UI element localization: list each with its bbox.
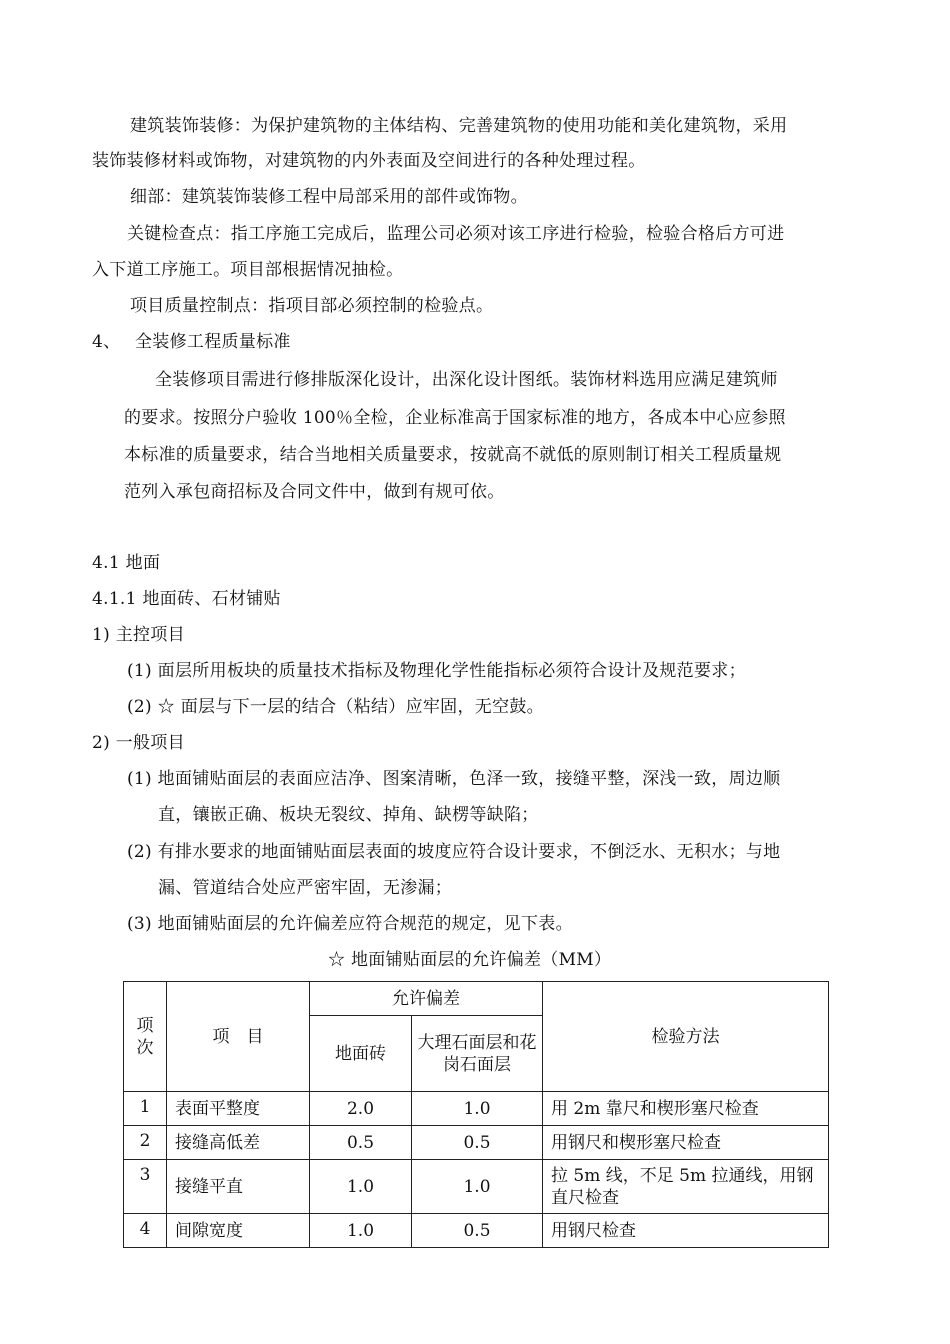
general-item-1-line1: (1) 地面铺贴面层的表面应洁净、图案清晰，色泽一致，接缝平整，深浅一致，周边顺 xyxy=(127,769,781,789)
row-stone-value: 1.0 xyxy=(412,1160,543,1214)
row-item: 接缝平直 xyxy=(167,1160,310,1214)
row-number: 1 xyxy=(124,1092,167,1126)
row-tile-value: 0.5 xyxy=(310,1126,412,1160)
row-stone-value: 1.0 xyxy=(412,1092,543,1126)
section-4-1-1-heading: 4.1.1 地面砖、石材铺贴 xyxy=(92,589,281,609)
row-number: 4 xyxy=(124,1214,167,1248)
definition-key-checkpoint-line1: 关键检查点：指工序施工完成后，监理公司必须对该工序进行检验，检验合格后方可进 xyxy=(127,224,785,244)
section-4-body-line2: 的要求。按照分户验收 100％全检，企业标准高于国家标准的地方，各成本中心应参照 xyxy=(124,408,786,428)
header-floor-tile: 地面砖 xyxy=(310,1016,412,1092)
header-index xyxy=(124,982,167,1092)
row-method: 用 2m 靠尺和楔形塞尺检查 xyxy=(543,1092,829,1126)
section-4-number: 4、 xyxy=(92,332,121,352)
main-items-heading: 1) 主控项目 xyxy=(92,625,185,645)
row-stone-value: 0.5 xyxy=(412,1214,543,1248)
row-tile-value: 2.0 xyxy=(310,1092,412,1126)
definition-building-decoration-line1: 建筑装饰装修：为保护建筑物的主体结构、完善建筑物的使用功能和美化建筑物，采用 xyxy=(130,116,788,136)
section-4-body-line4: 范列入承包商招标及合同文件中，做到有规可依。 xyxy=(124,482,505,502)
header-allowed-deviation: 允许偏差 xyxy=(310,982,543,1016)
row-item: 接缝高低差 xyxy=(167,1126,310,1160)
main-item-1: (1) 面层所用板块的质量技术指标及物理化学性能指标必须符合设计及规范要求； xyxy=(127,661,746,681)
main-item-2: (2) ☆ 面层与下一层的结合（粘结）应牢固，无空鼓。 xyxy=(127,697,544,717)
definition-detail: 细部：建筑装饰装修工程中局部采用的部件或饰物。 xyxy=(130,187,528,207)
table-caption: ☆ 地面铺贴面层的允许偏差（MM） xyxy=(328,950,612,970)
allowed-deviation-table xyxy=(123,981,829,1248)
row-method: 拉 5m 线，不足 5m 拉通线，用钢直尺检查 xyxy=(543,1160,829,1214)
section-4-title: 全装修工程质量标准 xyxy=(135,332,291,352)
section-4-body-line3: 本标准的质量要求，结合当地相关质量要求，按就高不就低的原则制订相关工程质量规 xyxy=(124,445,782,465)
row-method: 用钢尺和楔形塞尺检查 xyxy=(543,1126,829,1160)
row-stone-value: 0.5 xyxy=(412,1126,543,1160)
row-method: 用钢尺检查 xyxy=(543,1214,829,1248)
header-inspection-method: 检验方法 xyxy=(543,982,829,1092)
row-tile-value: 1.0 xyxy=(310,1160,412,1214)
section-4-1-heading: 4.1 地面 xyxy=(92,553,161,573)
table-row xyxy=(124,1092,829,1126)
definition-key-checkpoint-line2: 入下道工序施工。项目部根据情况抽检。 xyxy=(92,260,404,280)
general-items-heading: 2) 一般项目 xyxy=(92,733,185,753)
table-row xyxy=(124,1126,829,1160)
row-item: 间隙宽度 xyxy=(167,1214,310,1248)
header-index-line2: 次 xyxy=(136,1037,154,1058)
definition-building-decoration-line2: 装饰装修材料或饰物，对建筑物的内外表面及空间进行的各种处理过程。 xyxy=(92,151,646,171)
general-item-2-line2: 漏、管道结合处应严密牢固，无渗漏； xyxy=(158,878,453,898)
table-row xyxy=(124,1160,829,1214)
row-item: 表面平整度 xyxy=(167,1092,310,1126)
general-item-3: (3) 地面铺贴面层的允许偏差应符合规范的规定，见下表。 xyxy=(127,914,573,934)
row-number: 2 xyxy=(124,1126,167,1160)
header-stone-surface: 大理石面层和花岗石面层 xyxy=(412,1016,543,1092)
header-item: 项 目 xyxy=(167,982,310,1092)
general-item-2-line1: (2) 有排水要求的地面铺贴面层表面的坡度应符合设计要求，不倒泛水、无积水；与地 xyxy=(127,842,781,862)
section-4-body-line1: 全装修项目需进行修排版深化设计，出深化设计图纸。装饰材料选用应满足建筑师 xyxy=(155,370,778,390)
definition-quality-control-point: 项目质量控制点：指项目部必须控制的检验点。 xyxy=(130,296,494,316)
table-row xyxy=(124,1214,829,1248)
row-number: 3 xyxy=(124,1160,167,1214)
row-tile-value: 1.0 xyxy=(310,1214,412,1248)
header-index-line1: 项 xyxy=(136,1015,154,1036)
general-item-1-line2: 直，镶嵌正确、板块无裂纹、掉角、缺楞等缺陷； xyxy=(158,805,539,825)
